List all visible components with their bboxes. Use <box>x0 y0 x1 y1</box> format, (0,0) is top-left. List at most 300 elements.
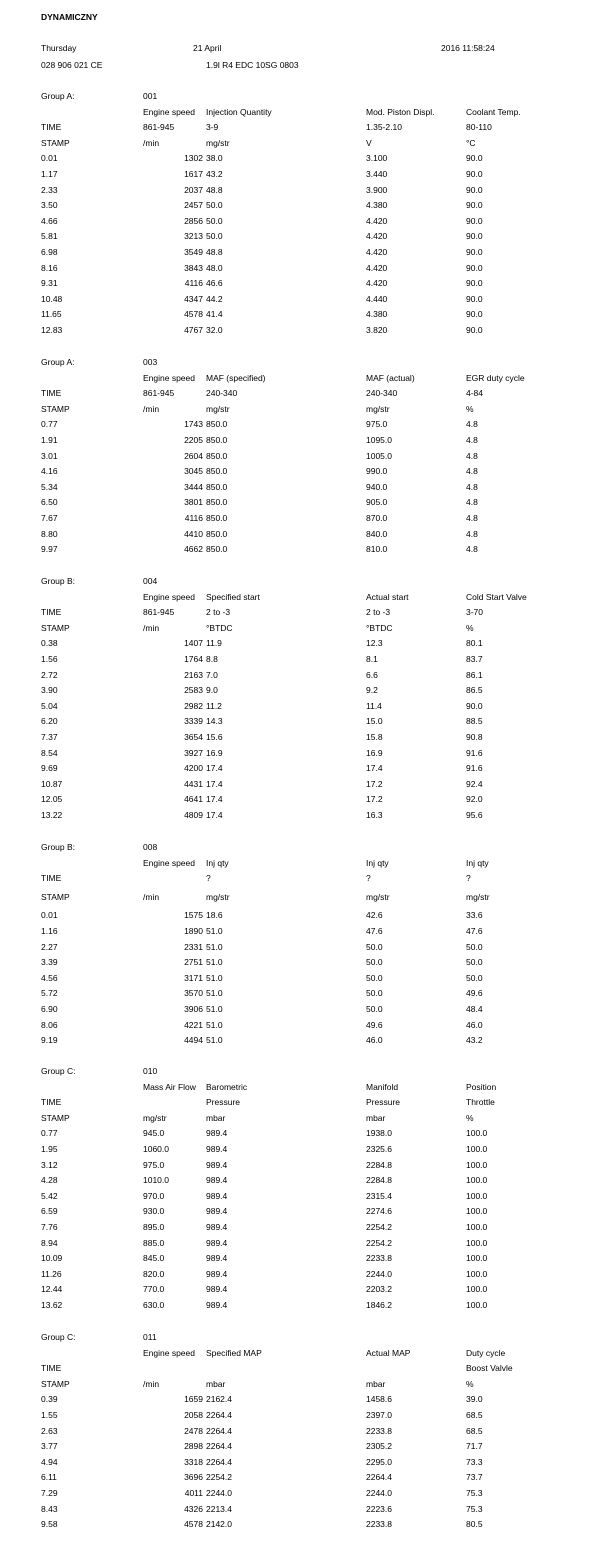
data-cell: 2604 <box>184 450 203 461</box>
column-unit: mbar <box>366 1112 386 1123</box>
column-header: Manifold <box>366 1081 399 1092</box>
data-cell: 51.0 <box>206 1035 223 1046</box>
data-cell: 2264.4 <box>206 1425 232 1436</box>
time-stamp-cell: 12.05 <box>41 794 63 805</box>
time-stamp-cell: 6.98 <box>41 247 58 257</box>
time-stamp-cell: 7.76 <box>41 1222 58 1232</box>
data-cell: 4.8 <box>466 497 478 508</box>
data-cell: 2305.2 <box>366 1441 392 1452</box>
data-cell: 50.0 <box>466 972 483 983</box>
column-range: 2 to -3 <box>206 607 231 618</box>
data-cell: 50.0 <box>466 957 483 968</box>
column-range: 2 to -3 <box>366 607 391 618</box>
data-cell: 2264.4 <box>206 1410 232 1420</box>
time-stamp-cell: 10.09 <box>41 1253 63 1264</box>
time-stamp-cell: 4.56 <box>41 972 58 983</box>
data-cell: 92.0 <box>466 794 483 805</box>
group-label: Group B: <box>41 842 76 852</box>
data-cell: 2583 <box>184 685 203 696</box>
time-stamp-cell: 9.58 <box>41 1519 58 1530</box>
data-cell: 4431 <box>184 778 203 789</box>
data-cell: 43.2 <box>466 1035 483 1046</box>
data-cell: 9.2 <box>366 685 378 696</box>
time-stamp-cell: 8.94 <box>41 1237 58 1248</box>
data-cell: 100.0 <box>466 1128 488 1139</box>
time-stamp-cell: 0.77 <box>41 1128 58 1139</box>
data-cell: 1005.0 <box>366 450 392 461</box>
time-stamp-cell: 3.12 <box>41 1159 58 1170</box>
data-cell: 75.3 <box>466 1488 483 1498</box>
data-cell: 2264.4 <box>366 1472 392 1483</box>
column-range: 1.35-2.10 <box>366 122 402 133</box>
data-cell: 989.4 <box>206 1284 228 1295</box>
data-cell: 7.0 <box>206 669 218 680</box>
data-cell: 2315.4 <box>366 1190 392 1201</box>
data-cell: 68.5 <box>466 1410 483 1420</box>
column-header-line2: Pressure <box>206 1097 241 1108</box>
time-stamp-cell: 5.04 <box>41 700 58 711</box>
column-header: Mass Air Flow <box>143 1081 196 1092</box>
data-cell: 17.2 <box>366 794 383 805</box>
data-cell: 2203.2 <box>366 1284 392 1295</box>
time-label: TIME <box>41 1363 62 1374</box>
time-stamp-cell: 5.81 <box>41 231 58 242</box>
time-stamp-cell: 12.83 <box>41 325 63 335</box>
data-cell: 4641 <box>184 794 203 805</box>
time-stamp-cell: 8.16 <box>41 262 58 273</box>
data-cell: 930.0 <box>143 1206 165 1217</box>
column-header: Engine speed <box>143 857 195 868</box>
column-unit: mg/str <box>206 891 230 902</box>
group-number: 001 <box>143 91 158 101</box>
group-number: 008 <box>143 842 158 852</box>
data-cell: 2244.0 <box>366 1488 392 1498</box>
data-cell: 90.0 <box>466 325 483 335</box>
data-cell: 4.8 <box>466 544 478 555</box>
column-header: MAF (actual) <box>366 372 415 383</box>
data-cell: 850.0 <box>206 481 228 492</box>
data-cell: 895.0 <box>143 1222 165 1232</box>
column-range: 3-9 <box>206 122 219 133</box>
data-cell: 51.0 <box>206 926 223 936</box>
data-cell: 4494 <box>184 1035 203 1046</box>
data-cell: 48.8 <box>206 247 223 257</box>
data-cell: 2856 <box>184 215 203 226</box>
stamp-label: STAMP <box>41 622 70 633</box>
data-cell: 100.0 <box>466 1159 488 1170</box>
column-range: 861-945 <box>143 122 175 133</box>
data-cell: 17.4 <box>366 763 383 774</box>
data-cell: 90.0 <box>466 153 483 164</box>
data-cell: 43.2 <box>206 169 223 179</box>
data-cell: 885.0 <box>143 1237 165 1248</box>
data-cell: 3045 <box>184 466 203 477</box>
time-stamp-cell: 6.20 <box>41 716 58 727</box>
data-cell: 2295.0 <box>366 1456 392 1467</box>
column-header-line2: Boost Valvle <box>466 1363 513 1374</box>
group-label: Group A: <box>41 357 75 367</box>
data-cell: 92.4 <box>466 778 483 789</box>
data-cell: 51.0 <box>206 1004 223 1014</box>
data-cell: 945.0 <box>143 1128 165 1139</box>
header-year-time: 2016 11:58:24 <box>441 43 495 53</box>
time-label: TIME <box>41 1097 62 1108</box>
column-unit: % <box>466 1378 474 1389</box>
data-cell: 2162.4 <box>206 1394 232 1405</box>
data-cell: 4809 <box>184 810 203 820</box>
data-cell: 100.0 <box>466 1206 488 1217</box>
data-cell: 73.3 <box>466 1456 483 1467</box>
data-cell: 989.4 <box>206 1128 228 1139</box>
data-cell: 4326 <box>184 1503 203 1514</box>
column-header: Inj qty <box>206 857 229 868</box>
data-cell: 33.6 <box>466 910 483 921</box>
column-header: Injection Quantity <box>206 106 272 117</box>
data-cell: 1890 <box>184 926 203 936</box>
column-unit: % <box>466 1112 474 1123</box>
data-cell: 50.0 <box>466 941 483 952</box>
data-cell: 4221 <box>184 1019 203 1030</box>
data-cell: 4.8 <box>466 435 478 445</box>
data-cell: 2751 <box>184 957 203 968</box>
stamp-label: STAMP <box>41 137 70 148</box>
column-header: Specified start <box>206 591 260 602</box>
column-unit: /min <box>143 891 160 902</box>
data-cell: 17.4 <box>206 810 223 820</box>
data-cell: 15.8 <box>366 732 383 742</box>
data-cell: 90.8 <box>466 732 483 742</box>
data-cell: 2274.6 <box>366 1206 392 1217</box>
column-unit: /min <box>143 622 160 633</box>
time-stamp-cell: 13.22 <box>41 810 63 820</box>
data-cell: 47.6 <box>366 926 383 936</box>
time-stamp-cell: 0.01 <box>41 153 58 164</box>
data-cell: 50.0 <box>206 200 223 211</box>
data-cell: 49.6 <box>466 988 483 999</box>
data-cell: 4410 <box>184 528 203 539</box>
time-stamp-cell: 4.28 <box>41 1175 58 1186</box>
data-cell: 3.900 <box>366 184 388 195</box>
data-cell: 4011 <box>184 1488 203 1498</box>
time-stamp-cell: 9.69 <box>41 763 58 774</box>
column-range: ? <box>366 873 371 884</box>
data-cell: 3570 <box>184 988 203 999</box>
data-cell: 4.420 <box>366 231 388 242</box>
data-cell: 91.6 <box>466 747 483 758</box>
data-cell: 1060.0 <box>143 1144 169 1154</box>
column-range: 240-340 <box>366 388 398 399</box>
group-number: 003 <box>143 357 158 367</box>
column-unit: °BTDC <box>366 622 393 633</box>
data-cell: 3171 <box>184 972 203 983</box>
data-cell: 100.0 <box>466 1237 488 1248</box>
time-stamp-cell: 4.94 <box>41 1456 58 1467</box>
data-cell: 2457 <box>184 200 203 211</box>
column-unit: °BTDC <box>206 622 233 633</box>
data-cell: 95.6 <box>466 810 483 820</box>
column-unit: /min <box>143 1378 160 1389</box>
data-cell: 3906 <box>184 1004 203 1014</box>
data-cell: 42.6 <box>366 910 383 921</box>
data-cell: 2331 <box>184 941 203 952</box>
data-cell: 17.2 <box>366 778 383 789</box>
data-cell: 91.6 <box>466 763 483 774</box>
time-stamp-cell: 6.11 <box>41 1472 57 1483</box>
data-cell: 850.0 <box>206 435 228 445</box>
data-cell: 4200 <box>184 763 203 774</box>
column-header: Engine speed <box>143 1347 195 1358</box>
time-stamp-cell: 1.16 <box>41 926 58 936</box>
data-cell: 2254.2 <box>366 1222 392 1232</box>
data-cell: 845.0 <box>143 1253 165 1264</box>
group-label: Group B: <box>41 576 76 586</box>
column-unit: °C <box>466 137 476 148</box>
data-cell: 18.6 <box>206 910 223 921</box>
time-stamp-cell: 6.50 <box>41 497 58 508</box>
data-cell: 4578 <box>184 309 203 320</box>
data-cell: 2213.4 <box>206 1503 232 1514</box>
data-cell: 4347 <box>184 293 203 304</box>
data-cell: 840.0 <box>366 528 388 539</box>
data-cell: 100.0 <box>466 1253 488 1264</box>
header-part-number: 028 906 021 CE <box>41 60 103 70</box>
data-cell: 989.4 <box>206 1253 228 1264</box>
data-cell: 2233.8 <box>366 1425 392 1436</box>
data-cell: 2325.6 <box>366 1144 392 1154</box>
data-cell: 16.3 <box>366 810 383 820</box>
data-cell: 48.4 <box>466 1004 483 1014</box>
data-cell: 1010.0 <box>143 1175 169 1186</box>
data-cell: 90.0 <box>466 231 483 242</box>
group-number: 010 <box>143 1066 158 1076</box>
data-cell: 1938.0 <box>366 1128 392 1139</box>
data-cell: 50.0 <box>366 972 383 983</box>
data-cell: 90.0 <box>466 247 483 257</box>
data-cell: 989.4 <box>206 1175 228 1186</box>
data-cell: 100.0 <box>466 1284 488 1295</box>
time-stamp-cell: 3.50 <box>41 200 58 211</box>
data-cell: 2397.0 <box>366 1410 392 1420</box>
time-stamp-cell: 2.72 <box>41 669 58 680</box>
data-cell: 989.4 <box>206 1237 228 1248</box>
time-stamp-cell: 0.01 <box>41 910 58 921</box>
column-header: Engine speed <box>143 372 195 383</box>
time-stamp-cell: 8.43 <box>41 1503 58 1514</box>
data-cell: 44.2 <box>206 293 223 304</box>
data-cell: 2233.8 <box>366 1253 392 1264</box>
column-unit: mbar <box>366 1378 386 1389</box>
data-cell: 3.100 <box>366 153 388 164</box>
column-unit: mg/str <box>143 1112 167 1123</box>
data-cell: 3213 <box>184 231 203 242</box>
data-cell: 47.6 <box>466 926 483 936</box>
time-label: TIME <box>41 607 62 618</box>
data-cell: 4.420 <box>366 278 388 289</box>
column-range: 4-84 <box>466 388 484 399</box>
column-header: Actual start <box>366 591 409 602</box>
time-stamp-cell: 5.34 <box>41 481 58 492</box>
time-stamp-cell: 4.16 <box>41 466 58 477</box>
column-range: ? <box>466 873 471 884</box>
header-engine: 1.9l R4 EDC 10SG 0803 <box>206 60 299 70</box>
data-cell: 51.0 <box>206 972 223 983</box>
data-cell: 14.3 <box>206 716 223 727</box>
data-cell: 770.0 <box>143 1284 165 1295</box>
time-stamp-cell: 3.39 <box>41 957 58 968</box>
data-cell: 16.9 <box>366 747 383 758</box>
data-cell: 4.8 <box>466 528 478 539</box>
data-cell: 4.8 <box>466 466 478 477</box>
group-label: Group A: <box>41 91 75 101</box>
data-cell: 4.8 <box>466 481 478 492</box>
data-cell: 4.8 <box>466 450 478 461</box>
data-cell: 50.0 <box>206 231 223 242</box>
data-cell: 1617 <box>184 169 203 179</box>
time-stamp-cell: 11.65 <box>41 309 62 320</box>
data-cell: 51.0 <box>206 988 223 999</box>
data-cell: 3444 <box>184 481 203 492</box>
time-stamp-cell: 7.37 <box>41 732 58 742</box>
time-stamp-cell: 5.42 <box>41 1190 58 1201</box>
data-cell: 100.0 <box>466 1190 488 1201</box>
data-cell: 46.0 <box>466 1019 483 1030</box>
data-cell: 32.0 <box>206 325 223 335</box>
time-stamp-cell: 11.26 <box>41 1268 62 1279</box>
data-cell: 989.4 <box>206 1222 228 1232</box>
data-cell: 989.4 <box>206 1268 228 1279</box>
data-cell: 2205 <box>184 435 203 445</box>
data-cell: 940.0 <box>366 481 388 492</box>
data-cell: 4.8 <box>466 419 478 430</box>
data-cell: 3.440 <box>366 169 388 179</box>
data-cell: 4767 <box>184 325 203 335</box>
data-cell: 2037 <box>184 184 203 195</box>
time-stamp-cell: 3.77 <box>41 1441 58 1452</box>
column-unit: mg/str <box>366 403 390 414</box>
data-cell: 975.0 <box>366 419 388 430</box>
data-cell: 4.420 <box>366 262 388 273</box>
time-stamp-cell: 0.38 <box>41 638 58 649</box>
column-header: Duty cycle <box>466 1347 506 1358</box>
data-cell: 86.1 <box>466 669 483 680</box>
data-cell: 2223.6 <box>366 1503 392 1514</box>
time-stamp-cell: 1.55 <box>41 1410 58 1420</box>
data-cell: 4.380 <box>366 200 388 211</box>
data-cell: 905.0 <box>366 497 388 508</box>
time-stamp-cell: 5.72 <box>41 988 58 999</box>
header-date: 21 April <box>193 43 222 53</box>
data-cell: 1575 <box>184 910 203 921</box>
data-cell: 80.5 <box>466 1519 483 1530</box>
data-cell: 2254.2 <box>366 1237 392 1248</box>
stamp-label: STAMP <box>41 403 70 414</box>
data-cell: 850.0 <box>206 513 228 523</box>
data-cell: 90.0 <box>466 169 483 179</box>
data-cell: 1659 <box>184 1394 203 1405</box>
data-cell: 12.3 <box>366 638 383 649</box>
column-unit: mg/str <box>466 891 490 902</box>
data-cell: 90.0 <box>466 262 483 273</box>
data-cell: 90.0 <box>466 215 483 226</box>
column-unit: mbar <box>206 1112 226 1123</box>
column-header-line2: Throttle <box>466 1097 495 1108</box>
column-range: 861-945 <box>143 388 175 399</box>
data-cell: 51.0 <box>206 941 223 952</box>
data-cell: 90.0 <box>466 309 483 320</box>
column-range: 240-340 <box>206 388 238 399</box>
column-header: MAF (specified) <box>206 372 266 383</box>
data-cell: 4578 <box>184 1519 203 1530</box>
column-header: Inj qty <box>366 857 389 868</box>
time-stamp-cell: 1.56 <box>41 654 58 664</box>
time-stamp-cell: 2.33 <box>41 184 58 195</box>
data-cell: 989.4 <box>206 1190 228 1201</box>
time-stamp-cell: 3.01 <box>41 450 58 461</box>
time-stamp-cell: 1.91 <box>41 435 58 445</box>
data-cell: 1407 <box>184 638 203 649</box>
data-cell: 850.0 <box>206 466 228 477</box>
time-label: TIME <box>41 388 62 399</box>
time-stamp-cell: 9.31 <box>41 278 58 289</box>
data-cell: 2244.0 <box>366 1268 392 1279</box>
data-cell: 50.0 <box>366 988 383 999</box>
data-cell: 100.0 <box>466 1268 488 1279</box>
data-cell: 990.0 <box>366 466 388 477</box>
group-label: Group C: <box>41 1066 76 1076</box>
column-unit: % <box>466 622 474 633</box>
header-day: Thursday <box>41 43 77 53</box>
column-header: Inj qty <box>466 857 489 868</box>
data-cell: 8.8 <box>206 654 218 664</box>
time-stamp-cell: 12.44 <box>41 1284 63 1295</box>
group-number: 004 <box>143 576 158 586</box>
data-cell: 989.4 <box>206 1159 228 1170</box>
time-stamp-cell: 9.97 <box>41 544 58 555</box>
time-stamp-cell: 0.77 <box>41 419 58 430</box>
data-cell: 11.2 <box>206 700 222 711</box>
data-cell: 90.0 <box>466 278 483 289</box>
data-cell: 68.5 <box>466 1425 483 1436</box>
column-header: Coolant Temp. <box>466 106 521 117</box>
data-cell: 51.0 <box>206 1019 223 1030</box>
column-unit: V <box>366 137 372 148</box>
data-cell: 2284.8 <box>366 1175 392 1186</box>
data-cell: 48.8 <box>206 184 223 195</box>
data-cell: 90.0 <box>466 293 483 304</box>
stamp-label: STAMP <box>41 1378 70 1389</box>
data-cell: 100.0 <box>466 1175 488 1186</box>
data-cell: 15.0 <box>366 716 383 727</box>
data-cell: 1302 <box>184 153 203 164</box>
data-cell: 4116 <box>184 278 203 289</box>
data-cell: 850.0 <box>206 544 228 555</box>
data-cell: 9.0 <box>206 685 218 696</box>
column-header: Engine speed <box>143 591 195 602</box>
column-header: Cold Start Valve <box>466 591 527 602</box>
time-stamp-cell: 4.66 <box>41 215 58 226</box>
column-header: Mod. Piston Displ. <box>366 106 435 117</box>
column-header: Actual MAP <box>366 1347 411 1358</box>
data-cell: 1764 <box>184 654 203 664</box>
time-stamp-cell: 3.90 <box>41 685 58 696</box>
data-cell: 3339 <box>184 716 203 727</box>
data-cell: 17.4 <box>206 763 223 774</box>
data-cell: 50.0 <box>206 215 223 226</box>
column-unit: /min <box>143 403 160 414</box>
data-cell: 4.440 <box>366 293 388 304</box>
data-cell: 100.0 <box>466 1144 488 1154</box>
data-cell: 2284.8 <box>366 1159 392 1170</box>
